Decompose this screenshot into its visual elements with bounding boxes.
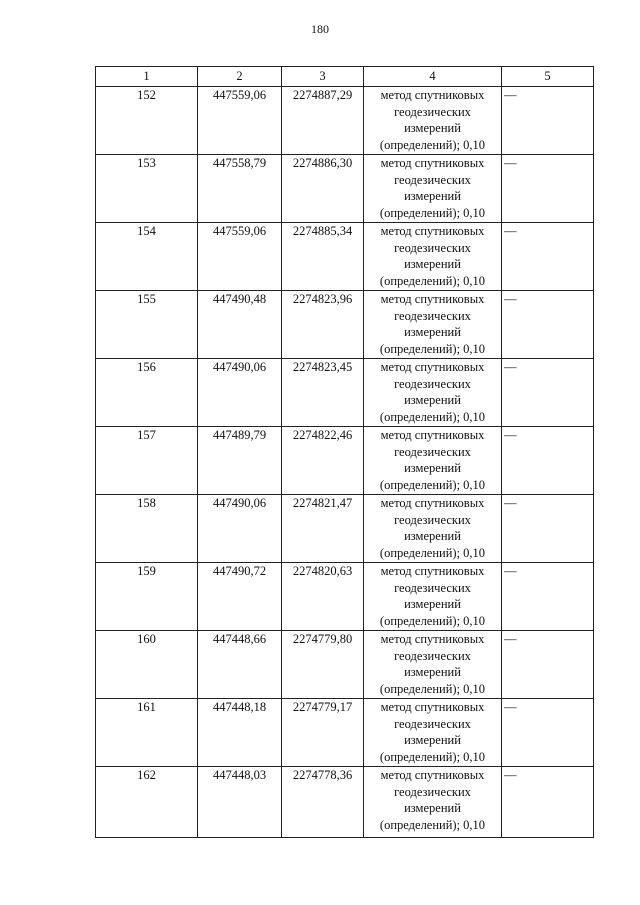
coordinate-x: 447559,06	[198, 223, 282, 291]
coordinate-y: 2274820,63	[282, 563, 364, 631]
method-cell	[364, 699, 502, 767]
point-number: 154	[96, 223, 198, 291]
note-cell: —	[502, 767, 594, 838]
method-line: измерений	[404, 461, 461, 476]
header-col-1: 1	[96, 67, 198, 87]
method-line: измерений	[404, 529, 461, 544]
table-row	[96, 223, 594, 291]
note-cell: —	[502, 495, 594, 563]
coordinate-y: 2274823,96	[282, 291, 364, 359]
method-line: геодезических	[394, 240, 471, 255]
method-cell	[364, 767, 502, 838]
coordinate-x: 447489,79	[198, 427, 282, 495]
table-row	[96, 291, 594, 359]
method-line: измерений	[404, 393, 461, 408]
note-cell: —	[502, 87, 594, 155]
point-number: 153	[96, 155, 198, 223]
table-row	[96, 563, 594, 631]
coordinate-x: 447490,06	[198, 359, 282, 427]
coordinate-x: 447448,66	[198, 631, 282, 699]
note-cell: —	[502, 427, 594, 495]
method-cell	[364, 155, 502, 223]
point-number: 152	[96, 87, 198, 155]
point-number: 161	[96, 699, 198, 767]
table-row	[96, 427, 594, 495]
table-row	[96, 155, 594, 223]
method-line: метод спутниковых	[380, 564, 485, 578]
method-line: метод спутниковых	[380, 88, 485, 102]
method-line: (определений); 0,10	[379, 273, 486, 288]
note-cell: —	[502, 155, 594, 223]
coordinate-y: 2274823,45	[282, 359, 364, 427]
page-number: 180	[311, 22, 329, 36]
method-cell	[364, 87, 502, 155]
coordinate-y: 2274778,36	[282, 767, 364, 838]
note-cell: —	[502, 359, 594, 427]
method-line: (определений); 0,10	[379, 545, 486, 560]
coordinate-y: 2274886,30	[282, 155, 364, 223]
method-cell	[364, 631, 502, 699]
method-line: (определений); 0,10	[379, 817, 486, 832]
method-line: геодезических	[394, 172, 471, 187]
method-cell	[364, 495, 502, 563]
method-line: (определений); 0,10	[379, 613, 486, 628]
point-number: 158	[96, 495, 198, 563]
method-cell	[364, 563, 502, 631]
method-line: измерений	[404, 733, 461, 748]
coordinates-table	[95, 66, 594, 838]
coordinate-x: 447490,48	[198, 291, 282, 359]
method-cell	[364, 359, 502, 427]
method-line: измерений	[404, 665, 461, 680]
point-number: 159	[96, 563, 198, 631]
method-line: геодезических	[394, 580, 471, 595]
point-number: 155	[96, 291, 198, 359]
table-row	[96, 699, 594, 767]
coordinate-y: 2274779,17	[282, 699, 364, 767]
table-row	[96, 767, 594, 838]
method-line: геодезических	[394, 648, 471, 663]
method-line: геодезических	[394, 512, 471, 527]
method-line: геодезических	[394, 376, 471, 391]
method-line: (определений); 0,10	[379, 205, 486, 220]
method-line: метод спутниковых	[380, 496, 485, 510]
coordinate-y: 2274779,80	[282, 631, 364, 699]
point-number: 157	[96, 427, 198, 495]
table-row	[96, 359, 594, 427]
coordinate-x: 447448,18	[198, 699, 282, 767]
table-header-row	[96, 67, 594, 87]
method-line: (определений); 0,10	[379, 341, 486, 356]
coordinate-y: 2274887,29	[282, 87, 364, 155]
coordinate-x: 447559,06	[198, 87, 282, 155]
method-line: (определений); 0,10	[379, 681, 486, 696]
method-line: измерений	[404, 121, 461, 136]
point-number: 156	[96, 359, 198, 427]
point-number: 160	[96, 631, 198, 699]
method-line: метод спутниковых	[380, 428, 485, 442]
method-line: геодезических	[394, 716, 471, 731]
method-line: (определений); 0,10	[379, 477, 486, 492]
method-line: измерений	[404, 189, 461, 204]
note-cell: —	[502, 223, 594, 291]
header-col-4: 4	[364, 67, 502, 87]
method-cell	[364, 291, 502, 359]
method-line: измерений	[404, 597, 461, 612]
method-line: измерений	[404, 257, 461, 272]
method-line: геодезических	[394, 104, 471, 119]
method-line: метод спутниковых	[380, 700, 485, 714]
method-cell	[364, 427, 502, 495]
method-line: геодезических	[394, 444, 471, 459]
method-line: геодезических	[394, 308, 471, 323]
method-line: метод спутниковых	[380, 292, 485, 306]
header-col-2: 2	[198, 67, 282, 87]
note-cell: —	[502, 699, 594, 767]
note-cell: —	[502, 291, 594, 359]
header-col-5: 5	[502, 67, 594, 87]
point-number: 162	[96, 767, 198, 838]
method-line: (определений); 0,10	[379, 137, 486, 152]
coordinate-y: 2274822,46	[282, 427, 364, 495]
method-line: (определений); 0,10	[379, 749, 486, 764]
method-line: геодезических	[394, 784, 471, 799]
coordinate-x: 447490,06	[198, 495, 282, 563]
method-line: метод спутниковых	[380, 360, 485, 374]
coordinate-x: 447490,72	[198, 563, 282, 631]
method-line: метод спутниковых	[380, 224, 485, 238]
method-line: метод спутниковых	[380, 768, 485, 782]
method-line: измерений	[404, 801, 461, 816]
note-cell: —	[502, 563, 594, 631]
method-line: (определений); 0,10	[379, 409, 486, 424]
table-row	[96, 87, 594, 155]
table-row	[96, 495, 594, 563]
coordinate-x: 447558,79	[198, 155, 282, 223]
method-line: метод спутниковых	[380, 632, 485, 646]
coordinate-x: 447448,03	[198, 767, 282, 838]
table-body	[96, 87, 594, 838]
table-row	[96, 631, 594, 699]
note-cell: —	[502, 631, 594, 699]
method-cell	[364, 223, 502, 291]
coordinate-y: 2274821,47	[282, 495, 364, 563]
method-line: метод спутниковых	[380, 156, 485, 170]
header-col-3: 3	[282, 67, 364, 87]
method-line: измерений	[404, 325, 461, 340]
coordinate-y: 2274885,34	[282, 223, 364, 291]
